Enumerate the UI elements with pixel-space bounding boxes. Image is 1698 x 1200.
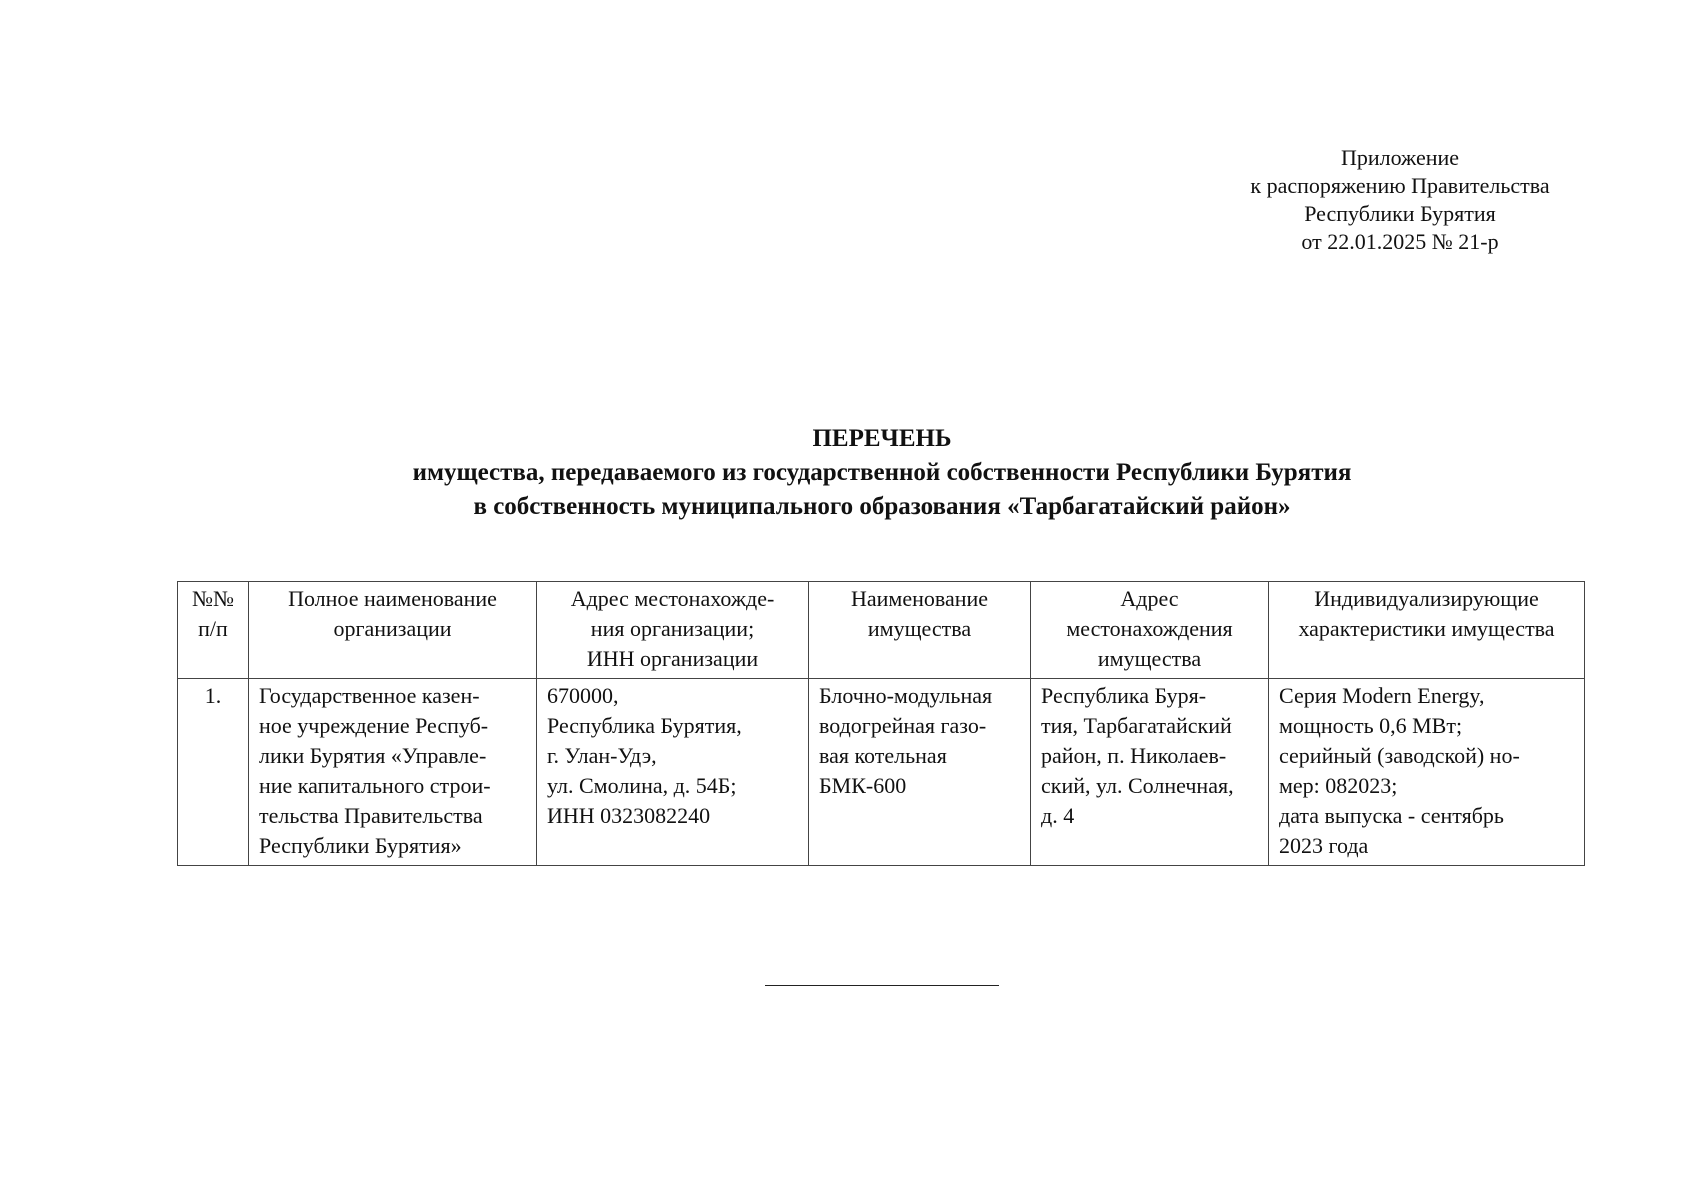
table-row [178,679,1585,866]
title-line-2: в собственность муниципального образования «Тарбагатайский район» [473,493,1291,520]
appendix-line: Республики Бурятия [1304,201,1496,226]
header-property-name: Наименование имущества [809,582,1031,679]
title-heading: ПЕРЕЧЕНЬ [812,425,952,452]
cell-property-characteristics: Серия Modern Energy, мощность 0,6 МВт; серийный (заводской) но- мер: 082023; дата выпуска - сентябрь 2023 года [1269,679,1585,866]
cell-property-name: Блочно-модульная водогрейная газо- вая котельная БМК-600 [809,679,1031,866]
header-number: №№ п/п [178,582,249,679]
appendix-line: Приложение [1340,145,1460,170]
cell-property-address: Республика Буря- тия, Тарбагатайский район, п. Николаев- ский, ул. Солнечная, д. 4 [1031,679,1269,866]
property-table [177,581,1585,866]
document-title [0,422,1698,524]
cell-organization-address: 670000, Республика Бурятия, г. Улан-Удэ, ул. Смолина, д. 54Б; ИНН 0323082240 [537,679,809,866]
cell-number: 1. [178,679,249,866]
header-property-characteristics: Индивидуализирующие характеристики имущества [1269,582,1585,679]
header-property-address: Адрес местонахождения имущества [1031,582,1269,679]
title-line-1: имущества, передаваемого из государственной собственности Республики Бурятия [412,459,1352,486]
header-organization-name: Полное наименование организации [249,582,537,679]
end-of-document-divider [765,985,999,986]
table-header-row [178,582,1585,679]
appendix-line: от 22.01.2025 № 21-р [1301,229,1499,254]
appendix-line: к распоряжению Правительства [1250,173,1550,198]
cell-organization-name: Государственное казен- ное учреждение Респуб- лики Бурятия «Управле- ние капитального строи- тельства Правительства Республики Бурятия» [249,679,537,866]
header-organization-address: Адрес местонахожде- ния организации; ИНН организации [537,582,809,679]
appendix-block [1220,144,1580,256]
